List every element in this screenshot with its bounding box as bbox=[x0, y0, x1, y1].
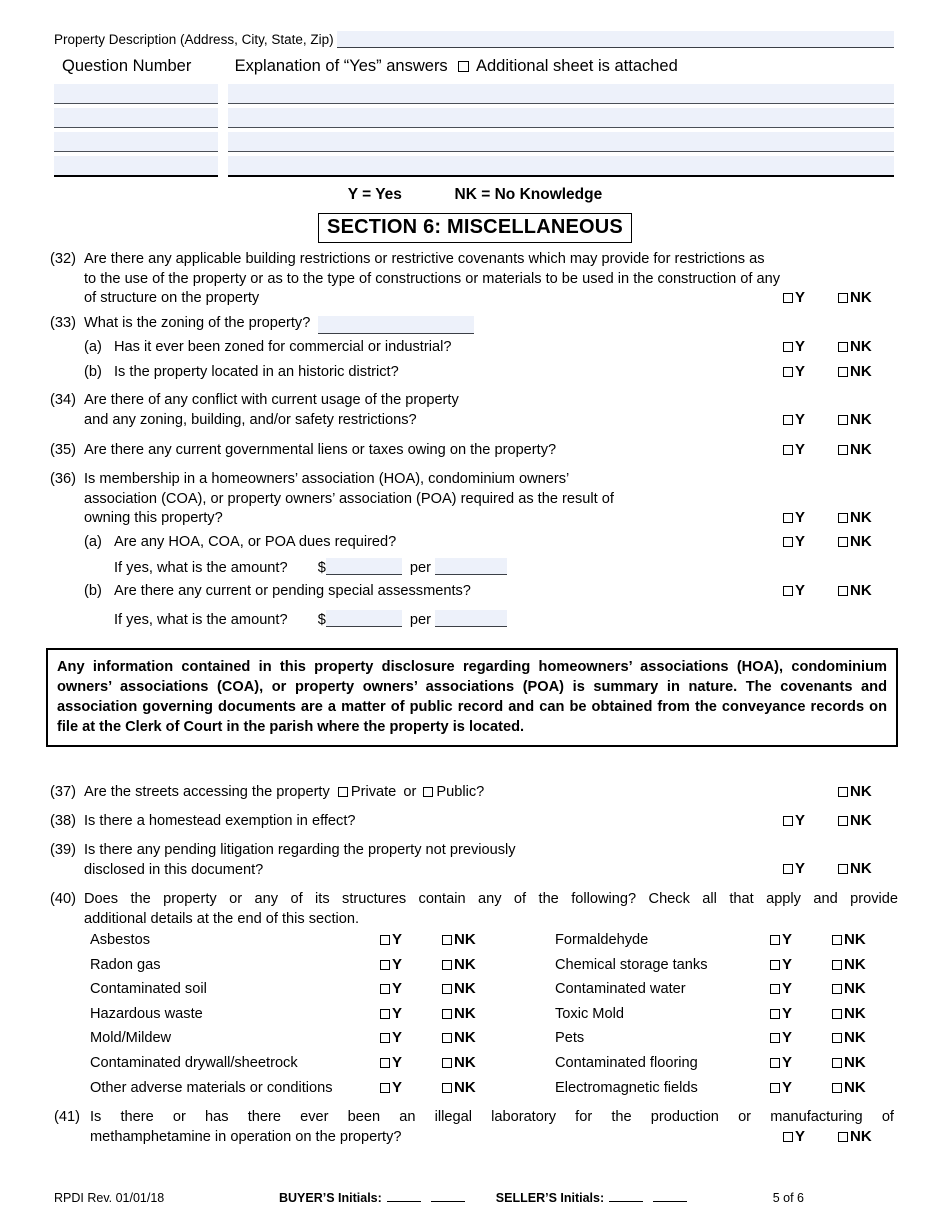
hazard-label-left: Hazardous waste bbox=[90, 1005, 203, 1022]
question-36a-text: Are any HOA, COA, or POA dues required? bbox=[114, 534, 397, 550]
hazard-label-left: Contaminated soil bbox=[90, 981, 207, 998]
checkbox-icon[interactable] bbox=[838, 445, 848, 455]
checkbox-icon[interactable] bbox=[442, 1033, 452, 1043]
checkbox-icon[interactable] bbox=[783, 415, 793, 425]
hazard-right-yes[interactable] bbox=[770, 1079, 832, 1096]
answer-label-nk: NK bbox=[850, 812, 872, 829]
question-33b-answer-yes[interactable] bbox=[783, 363, 805, 380]
explanation-row bbox=[54, 108, 894, 128]
answer-label-y: Y bbox=[782, 955, 793, 973]
question-36b-text: Are there any current or pending special assessments? bbox=[114, 583, 471, 599]
checkbox-icon[interactable] bbox=[783, 293, 793, 303]
hazard-right-nk[interactable] bbox=[832, 1054, 866, 1071]
checkbox-icon[interactable] bbox=[838, 816, 848, 826]
question-35-answer-yes[interactable] bbox=[783, 441, 805, 458]
assessment-amount-input[interactable] bbox=[326, 610, 402, 627]
hazard-label-left: Asbestos bbox=[90, 932, 151, 948]
question-36-line2: association (COA), or property owners’ association (POA) required as the result of bbox=[84, 490, 614, 507]
question-36b-answer-nk[interactable] bbox=[838, 582, 872, 599]
hazard-right-nk[interactable] bbox=[832, 1079, 866, 1096]
question-38-number: (38) bbox=[50, 813, 76, 829]
hazard-left-nk[interactable] bbox=[442, 1054, 476, 1071]
question-37-answer-nk[interactable] bbox=[838, 783, 872, 800]
explanation-text-input[interactable] bbox=[228, 108, 894, 128]
question-32-line2: to the use of the property or as to the type of constructions or materials to be used in the construction of any bbox=[84, 270, 781, 287]
checkbox-icon[interactable] bbox=[770, 1033, 780, 1043]
question-36b bbox=[84, 582, 704, 602]
question-38 bbox=[50, 812, 750, 832]
answer-label-nk: NK bbox=[850, 783, 872, 800]
answer-label-nk: NK bbox=[850, 860, 872, 877]
explanation-question-number-input[interactable] bbox=[54, 132, 218, 152]
seller-initials-label: SELLER’S Initials: bbox=[495, 1191, 605, 1205]
question-33-number: (33) bbox=[50, 315, 76, 331]
hazard-row bbox=[90, 1079, 900, 1104]
answer-label-nk: NK bbox=[844, 1053, 866, 1071]
question-39-answer-nk[interactable] bbox=[838, 860, 872, 877]
question-36a-answer-yes[interactable] bbox=[783, 533, 805, 550]
additional-sheet-checkbox-icon[interactable] bbox=[458, 61, 469, 72]
checkbox-icon[interactable] bbox=[442, 1083, 452, 1093]
question-34-answer-nk[interactable] bbox=[838, 411, 872, 428]
answer-label-y: Y bbox=[392, 1053, 403, 1071]
hazard-right-yes[interactable] bbox=[770, 931, 832, 948]
question-34-line2: and any zoning, building, and/or safety restrictions? bbox=[84, 411, 417, 428]
hazard-left-nk[interactable] bbox=[442, 980, 476, 997]
question-35-answer-nk[interactable] bbox=[838, 441, 872, 458]
buyer-initials-label: BUYER’S Initials: bbox=[279, 1191, 382, 1205]
section-title-text: SECTION 6: MISCELLANEOUS bbox=[318, 213, 632, 243]
question-33b-text: Is the property located in an historic district? bbox=[114, 364, 399, 380]
public-checkbox-icon[interactable] bbox=[423, 787, 433, 797]
hazard-label-right: Contaminated water bbox=[555, 981, 686, 998]
question-36b-number: (b) bbox=[84, 583, 102, 599]
answer-label-nk: NK bbox=[844, 1029, 866, 1047]
question-33 bbox=[50, 314, 650, 334]
answer-legend bbox=[0, 186, 950, 204]
hazard-left-yes[interactable] bbox=[380, 931, 442, 948]
answer-label-y: Y bbox=[795, 338, 806, 355]
explanation-question-number-input[interactable] bbox=[54, 108, 218, 128]
answer-label-nk: NK bbox=[850, 582, 872, 599]
checkbox-icon[interactable] bbox=[770, 1083, 780, 1093]
answer-label-nk: NK bbox=[844, 955, 866, 973]
private-label: Private bbox=[350, 784, 397, 800]
question-36b-amount-row bbox=[114, 610, 634, 631]
question-33b bbox=[84, 363, 704, 383]
explanation-row bbox=[54, 84, 894, 104]
checkbox-icon[interactable] bbox=[783, 864, 793, 874]
question-34-line1: Are there of any conflict with current usage of the property bbox=[84, 392, 459, 408]
dollar-sign: $ bbox=[317, 560, 326, 576]
checkbox-icon[interactable] bbox=[442, 984, 452, 994]
question-37-number: (37) bbox=[50, 784, 76, 800]
answer-label-nk: NK bbox=[454, 955, 476, 973]
checkbox-icon[interactable] bbox=[442, 1058, 452, 1068]
question-33a-text: Has it ever been zoned for commercial or industrial? bbox=[114, 339, 452, 355]
answer-label-y: Y bbox=[392, 1078, 403, 1096]
question-38-answer-yes[interactable] bbox=[783, 812, 805, 829]
question-41-line1: Is there or has there ever been an illegal laboratory for the production or manufacturing of bbox=[90, 1109, 894, 1125]
hazard-left-yes[interactable] bbox=[380, 956, 442, 973]
answer-label-y: Y bbox=[392, 955, 403, 973]
question-40-line1: Does the property or any of its structures contain any of the following? Check all that apply and provide bbox=[84, 891, 898, 907]
hazard-right-nk[interactable] bbox=[832, 931, 866, 948]
checkbox-icon[interactable] bbox=[838, 787, 848, 797]
explanation-table bbox=[54, 84, 894, 181]
answer-label-y: Y bbox=[392, 1029, 403, 1047]
hoa-dues-amount-input[interactable] bbox=[326, 558, 402, 575]
page-number: 5 of 6 bbox=[772, 1191, 804, 1205]
answer-label-nk: NK bbox=[844, 931, 866, 948]
answer-label-y: Y bbox=[795, 509, 806, 526]
answer-label-nk: NK bbox=[844, 1004, 866, 1022]
answer-label-nk: NK bbox=[454, 931, 476, 948]
answer-label-y: Y bbox=[795, 289, 806, 306]
checkbox-icon[interactable] bbox=[838, 342, 848, 352]
answer-label-y: Y bbox=[795, 860, 806, 877]
checkbox-icon[interactable] bbox=[838, 537, 848, 547]
answer-label-y: Y bbox=[392, 980, 403, 998]
answer-label-nk: NK bbox=[454, 1053, 476, 1071]
checkbox-icon[interactable] bbox=[380, 1083, 390, 1093]
question-36a-answer-nk[interactable] bbox=[838, 533, 872, 550]
checkbox-icon[interactable] bbox=[832, 1033, 842, 1043]
checkbox-icon[interactable] bbox=[832, 960, 842, 970]
answer-label-y: Y bbox=[392, 931, 403, 948]
question-32 bbox=[50, 250, 895, 309]
property-description-label: Property Description (Address, City, State, Zip) bbox=[54, 32, 334, 47]
explanation-text-input[interactable] bbox=[228, 84, 894, 104]
question-33a-answer-nk[interactable] bbox=[838, 338, 872, 355]
checkbox-icon[interactable] bbox=[380, 1033, 390, 1043]
hazard-right-yes[interactable] bbox=[770, 1005, 832, 1022]
seller-initials-line-1[interactable] bbox=[609, 1201, 643, 1202]
question-33-text: What is the zoning of the property? bbox=[84, 315, 311, 331]
hoa-notice-text: Any information contained in this property disclosure regarding homeowners’ associations (HOA), condominium owners’ associations (COA), or property owners’ associations (POA) is summary in nature. The covenants and association governing documents are a matter of public record and can be obtained from the conveyance records on file at the Clerk of Court in the parish where the property is located. bbox=[57, 659, 887, 735]
hazard-row bbox=[90, 931, 900, 956]
hazard-checklist bbox=[90, 931, 900, 1103]
hazard-right-nk[interactable] bbox=[832, 980, 866, 997]
answer-label-y: Y bbox=[795, 441, 806, 458]
hazard-left-nk[interactable] bbox=[442, 1029, 476, 1046]
additional-sheet-label: Additional sheet is attached bbox=[475, 57, 678, 75]
checkbox-icon[interactable] bbox=[838, 864, 848, 874]
question-41 bbox=[54, 1108, 894, 1147]
checkbox-icon[interactable] bbox=[380, 960, 390, 970]
question-32-line1: Are there any applicable building restrictions or restrictive covenants which may provide for restrictions as bbox=[84, 251, 765, 267]
checkbox-icon[interactable] bbox=[380, 935, 390, 945]
answer-label-nk: NK bbox=[454, 1078, 476, 1096]
seller-initials-line-2[interactable] bbox=[653, 1201, 687, 1202]
question-34 bbox=[50, 391, 750, 430]
question-39-line1: Is there any pending litigation regarding the property not previously bbox=[84, 842, 516, 858]
amount-label: If yes, what is the amount? bbox=[114, 612, 288, 628]
question-36-number: (36) bbox=[50, 471, 76, 487]
hazard-right-yes[interactable] bbox=[770, 956, 832, 973]
answer-label-nk: NK bbox=[844, 980, 866, 998]
question-39-line2: disclosed in this document? bbox=[84, 861, 264, 878]
answer-label-y: Y bbox=[782, 1029, 793, 1047]
question-36b-answer-yes[interactable] bbox=[783, 582, 805, 599]
hazard-label-left: Other adverse materials or conditions bbox=[90, 1079, 333, 1096]
question-32-line3: of structure on the property bbox=[84, 290, 260, 306]
answer-label-nk: NK bbox=[454, 1004, 476, 1022]
question-36a-amount-row bbox=[114, 558, 634, 579]
explanation-row bbox=[54, 156, 894, 177]
hazard-label-right: Electromagnetic fields bbox=[555, 1079, 698, 1096]
answer-label-y: Y bbox=[795, 363, 806, 380]
checkbox-icon[interactable] bbox=[783, 816, 793, 826]
checkbox-icon[interactable] bbox=[838, 415, 848, 425]
checkbox-icon[interactable] bbox=[380, 984, 390, 994]
answer-label-nk: NK bbox=[454, 1029, 476, 1047]
question-36a-number: (a) bbox=[84, 534, 102, 550]
answer-label-nk: NK bbox=[850, 533, 872, 550]
hazard-right-nk[interactable] bbox=[832, 956, 866, 973]
question-39-number: (39) bbox=[50, 842, 76, 858]
checkbox-icon[interactable] bbox=[442, 960, 452, 970]
question-32-number: (32) bbox=[50, 251, 76, 267]
legend-no-knowledge: NK = No Knowledge bbox=[454, 186, 603, 203]
question-38-text: Is there a homestead exemption in effect? bbox=[84, 813, 356, 829]
checkbox-icon[interactable] bbox=[838, 513, 848, 523]
answer-label-nk: NK bbox=[850, 363, 872, 380]
hazard-right-yes[interactable] bbox=[770, 1054, 832, 1071]
hazard-left-yes[interactable] bbox=[380, 1005, 442, 1022]
answer-label-y: Y bbox=[392, 1004, 403, 1022]
question-41-answer-yes[interactable] bbox=[783, 1128, 805, 1145]
explanation-row bbox=[54, 132, 894, 152]
property-description-input[interactable] bbox=[337, 31, 894, 48]
zoning-input[interactable] bbox=[318, 316, 474, 334]
question-32-answer-nk[interactable] bbox=[838, 289, 872, 306]
hazard-label-left: Contaminated drywall/sheetrock bbox=[90, 1054, 298, 1071]
hazard-label-right: Formaldehyde bbox=[555, 932, 649, 948]
dollar-sign: $ bbox=[317, 612, 326, 628]
checkbox-icon[interactable] bbox=[832, 1058, 842, 1068]
hazard-left-yes[interactable] bbox=[380, 1079, 442, 1096]
answer-label-nk: NK bbox=[850, 1128, 872, 1145]
hazard-label-right: Pets bbox=[555, 1030, 585, 1047]
question-38-answer-nk[interactable] bbox=[838, 812, 872, 829]
revision-label: RPDI Rev. 01/01/18 bbox=[54, 1191, 165, 1205]
hazard-left-yes[interactable] bbox=[380, 980, 442, 997]
page-footer bbox=[54, 1191, 899, 1205]
hazard-left-yes[interactable] bbox=[380, 1029, 442, 1046]
hazard-label-right: Contaminated flooring bbox=[555, 1054, 698, 1071]
answer-label-y: Y bbox=[795, 582, 806, 599]
answer-label-y: Y bbox=[782, 1004, 793, 1022]
question-39 bbox=[50, 841, 750, 880]
explanation-question-number-input[interactable] bbox=[54, 156, 218, 177]
question-34-number: (34) bbox=[50, 392, 76, 408]
question-36-answer-yes[interactable] bbox=[783, 509, 805, 526]
checkbox-icon[interactable] bbox=[380, 1009, 390, 1019]
question-34-answer-yes[interactable] bbox=[783, 411, 805, 428]
answer-label-y: Y bbox=[782, 931, 793, 948]
checkbox-icon[interactable] bbox=[832, 935, 842, 945]
hazard-label-right: Chemical storage tanks bbox=[555, 956, 708, 973]
answer-label-y: Y bbox=[782, 980, 793, 998]
explanation-label: Explanation of “Yes” answers bbox=[234, 57, 448, 75]
checkbox-icon[interactable] bbox=[770, 960, 780, 970]
answer-label-y: Y bbox=[795, 533, 806, 550]
legend-yes: Y = Yes bbox=[347, 186, 402, 203]
checkbox-icon[interactable] bbox=[442, 935, 452, 945]
checkbox-icon[interactable] bbox=[770, 1058, 780, 1068]
question-35 bbox=[50, 441, 780, 461]
question-35-number: (35) bbox=[50, 442, 76, 458]
section-title bbox=[0, 213, 950, 243]
checkbox-icon[interactable] bbox=[838, 586, 848, 596]
checkbox-icon[interactable] bbox=[783, 586, 793, 596]
checkbox-icon[interactable] bbox=[380, 1058, 390, 1068]
checkbox-icon[interactable] bbox=[783, 342, 793, 352]
question-41-line2: methamphetamine in operation on the property? bbox=[90, 1128, 402, 1145]
hazard-row bbox=[90, 1029, 900, 1054]
explanation-text-input[interactable] bbox=[228, 132, 894, 152]
property-description-row bbox=[54, 31, 894, 48]
hoa-notice-box bbox=[46, 648, 898, 747]
per-label: per bbox=[409, 560, 431, 576]
checkbox-icon[interactable] bbox=[838, 367, 848, 377]
checkbox-icon[interactable] bbox=[783, 1132, 793, 1142]
hoa-dues-period-input[interactable] bbox=[435, 558, 507, 575]
assessment-period-input[interactable] bbox=[435, 610, 507, 627]
checkbox-icon[interactable] bbox=[770, 935, 780, 945]
question-36-line1: Is membership in a homeowners’ association (HOA), condominium owners’ bbox=[84, 471, 570, 487]
per-label: per bbox=[409, 612, 431, 628]
hazard-right-yes[interactable] bbox=[770, 980, 832, 997]
hazard-left-nk[interactable] bbox=[442, 956, 476, 973]
answer-label-nk: NK bbox=[850, 509, 872, 526]
hazard-row bbox=[90, 1005, 900, 1030]
question-37-text: Are the streets accessing the property bbox=[84, 784, 330, 800]
answer-label-y: Y bbox=[782, 1078, 793, 1096]
answer-label-nk: NK bbox=[850, 411, 872, 428]
answer-label-nk: NK bbox=[850, 338, 872, 355]
question-40-line2: additional details at the end of this section. bbox=[84, 910, 360, 927]
checkbox-icon[interactable] bbox=[770, 984, 780, 994]
hazard-right-nk[interactable] bbox=[832, 1005, 866, 1022]
answer-label-y: Y bbox=[782, 1053, 793, 1071]
buyer-initials-line-1[interactable] bbox=[387, 1201, 421, 1202]
question-33b-number: (b) bbox=[84, 364, 102, 380]
hazard-right-nk[interactable] bbox=[832, 1029, 866, 1046]
question-41-number: (41) bbox=[54, 1109, 80, 1125]
question-39-answer-yes[interactable] bbox=[783, 860, 805, 877]
checkbox-icon[interactable] bbox=[838, 1132, 848, 1142]
answer-label-y: Y bbox=[795, 1128, 806, 1145]
answer-label-nk: NK bbox=[844, 1078, 866, 1096]
buyer-initials-line-2[interactable] bbox=[431, 1201, 465, 1202]
question-33b-answer-nk[interactable] bbox=[838, 363, 872, 380]
checkbox-icon[interactable] bbox=[783, 445, 793, 455]
explanation-text-input[interactable] bbox=[228, 156, 894, 177]
explanation-question-number-input[interactable] bbox=[54, 84, 218, 104]
question-35-text: Are there any current governmental liens or taxes owing on the property? bbox=[84, 442, 557, 458]
hazard-left-nk[interactable] bbox=[442, 1079, 476, 1096]
question-33a bbox=[84, 338, 704, 358]
hazard-row bbox=[90, 980, 900, 1005]
or-label: or bbox=[403, 784, 417, 800]
answer-label-y: Y bbox=[795, 411, 806, 428]
question-36-line3: owning this property? bbox=[84, 510, 223, 526]
hazard-left-nk[interactable] bbox=[442, 931, 476, 948]
answer-label-nk: NK bbox=[850, 441, 872, 458]
checkbox-icon[interactable] bbox=[832, 1009, 842, 1019]
hazard-label-left: Radon gas bbox=[90, 956, 161, 973]
hazard-label-left: Mold/Mildew bbox=[90, 1030, 172, 1047]
question-40-number: (40) bbox=[50, 891, 76, 907]
checkbox-icon[interactable] bbox=[838, 293, 848, 303]
checkbox-icon[interactable] bbox=[832, 984, 842, 994]
answer-label-nk: NK bbox=[850, 289, 872, 306]
answer-label-y: Y bbox=[795, 812, 806, 829]
hazard-left-yes[interactable] bbox=[380, 1054, 442, 1071]
question-36 bbox=[50, 470, 770, 529]
question-32-answer-yes[interactable] bbox=[783, 289, 805, 306]
question-number-label: Question Number bbox=[62, 57, 192, 75]
public-label: Public? bbox=[436, 784, 485, 800]
checkbox-icon[interactable] bbox=[783, 367, 793, 377]
explanation-table-header bbox=[62, 57, 902, 76]
hazard-row bbox=[90, 1054, 900, 1079]
hazard-label-right: Toxic Mold bbox=[555, 1005, 624, 1022]
question-36a bbox=[84, 533, 704, 553]
checkbox-icon[interactable] bbox=[783, 513, 793, 523]
checkbox-icon[interactable] bbox=[832, 1083, 842, 1093]
question-37 bbox=[50, 783, 750, 803]
question-33a-answer-yes[interactable] bbox=[783, 338, 805, 355]
checkbox-icon[interactable] bbox=[783, 537, 793, 547]
checkbox-icon[interactable] bbox=[770, 1009, 780, 1019]
amount-label: If yes, what is the amount? bbox=[114, 560, 288, 576]
question-40 bbox=[50, 890, 898, 929]
question-41-answer-nk[interactable] bbox=[838, 1128, 872, 1145]
question-33a-number: (a) bbox=[84, 339, 102, 355]
question-36-answer-nk[interactable] bbox=[838, 509, 872, 526]
hazard-row bbox=[90, 956, 900, 981]
answer-label-nk: NK bbox=[454, 980, 476, 998]
hazard-left-nk[interactable] bbox=[442, 1005, 476, 1022]
private-checkbox-icon[interactable] bbox=[338, 787, 348, 797]
hazard-right-yes[interactable] bbox=[770, 1029, 832, 1046]
checkbox-icon[interactable] bbox=[442, 1009, 452, 1019]
